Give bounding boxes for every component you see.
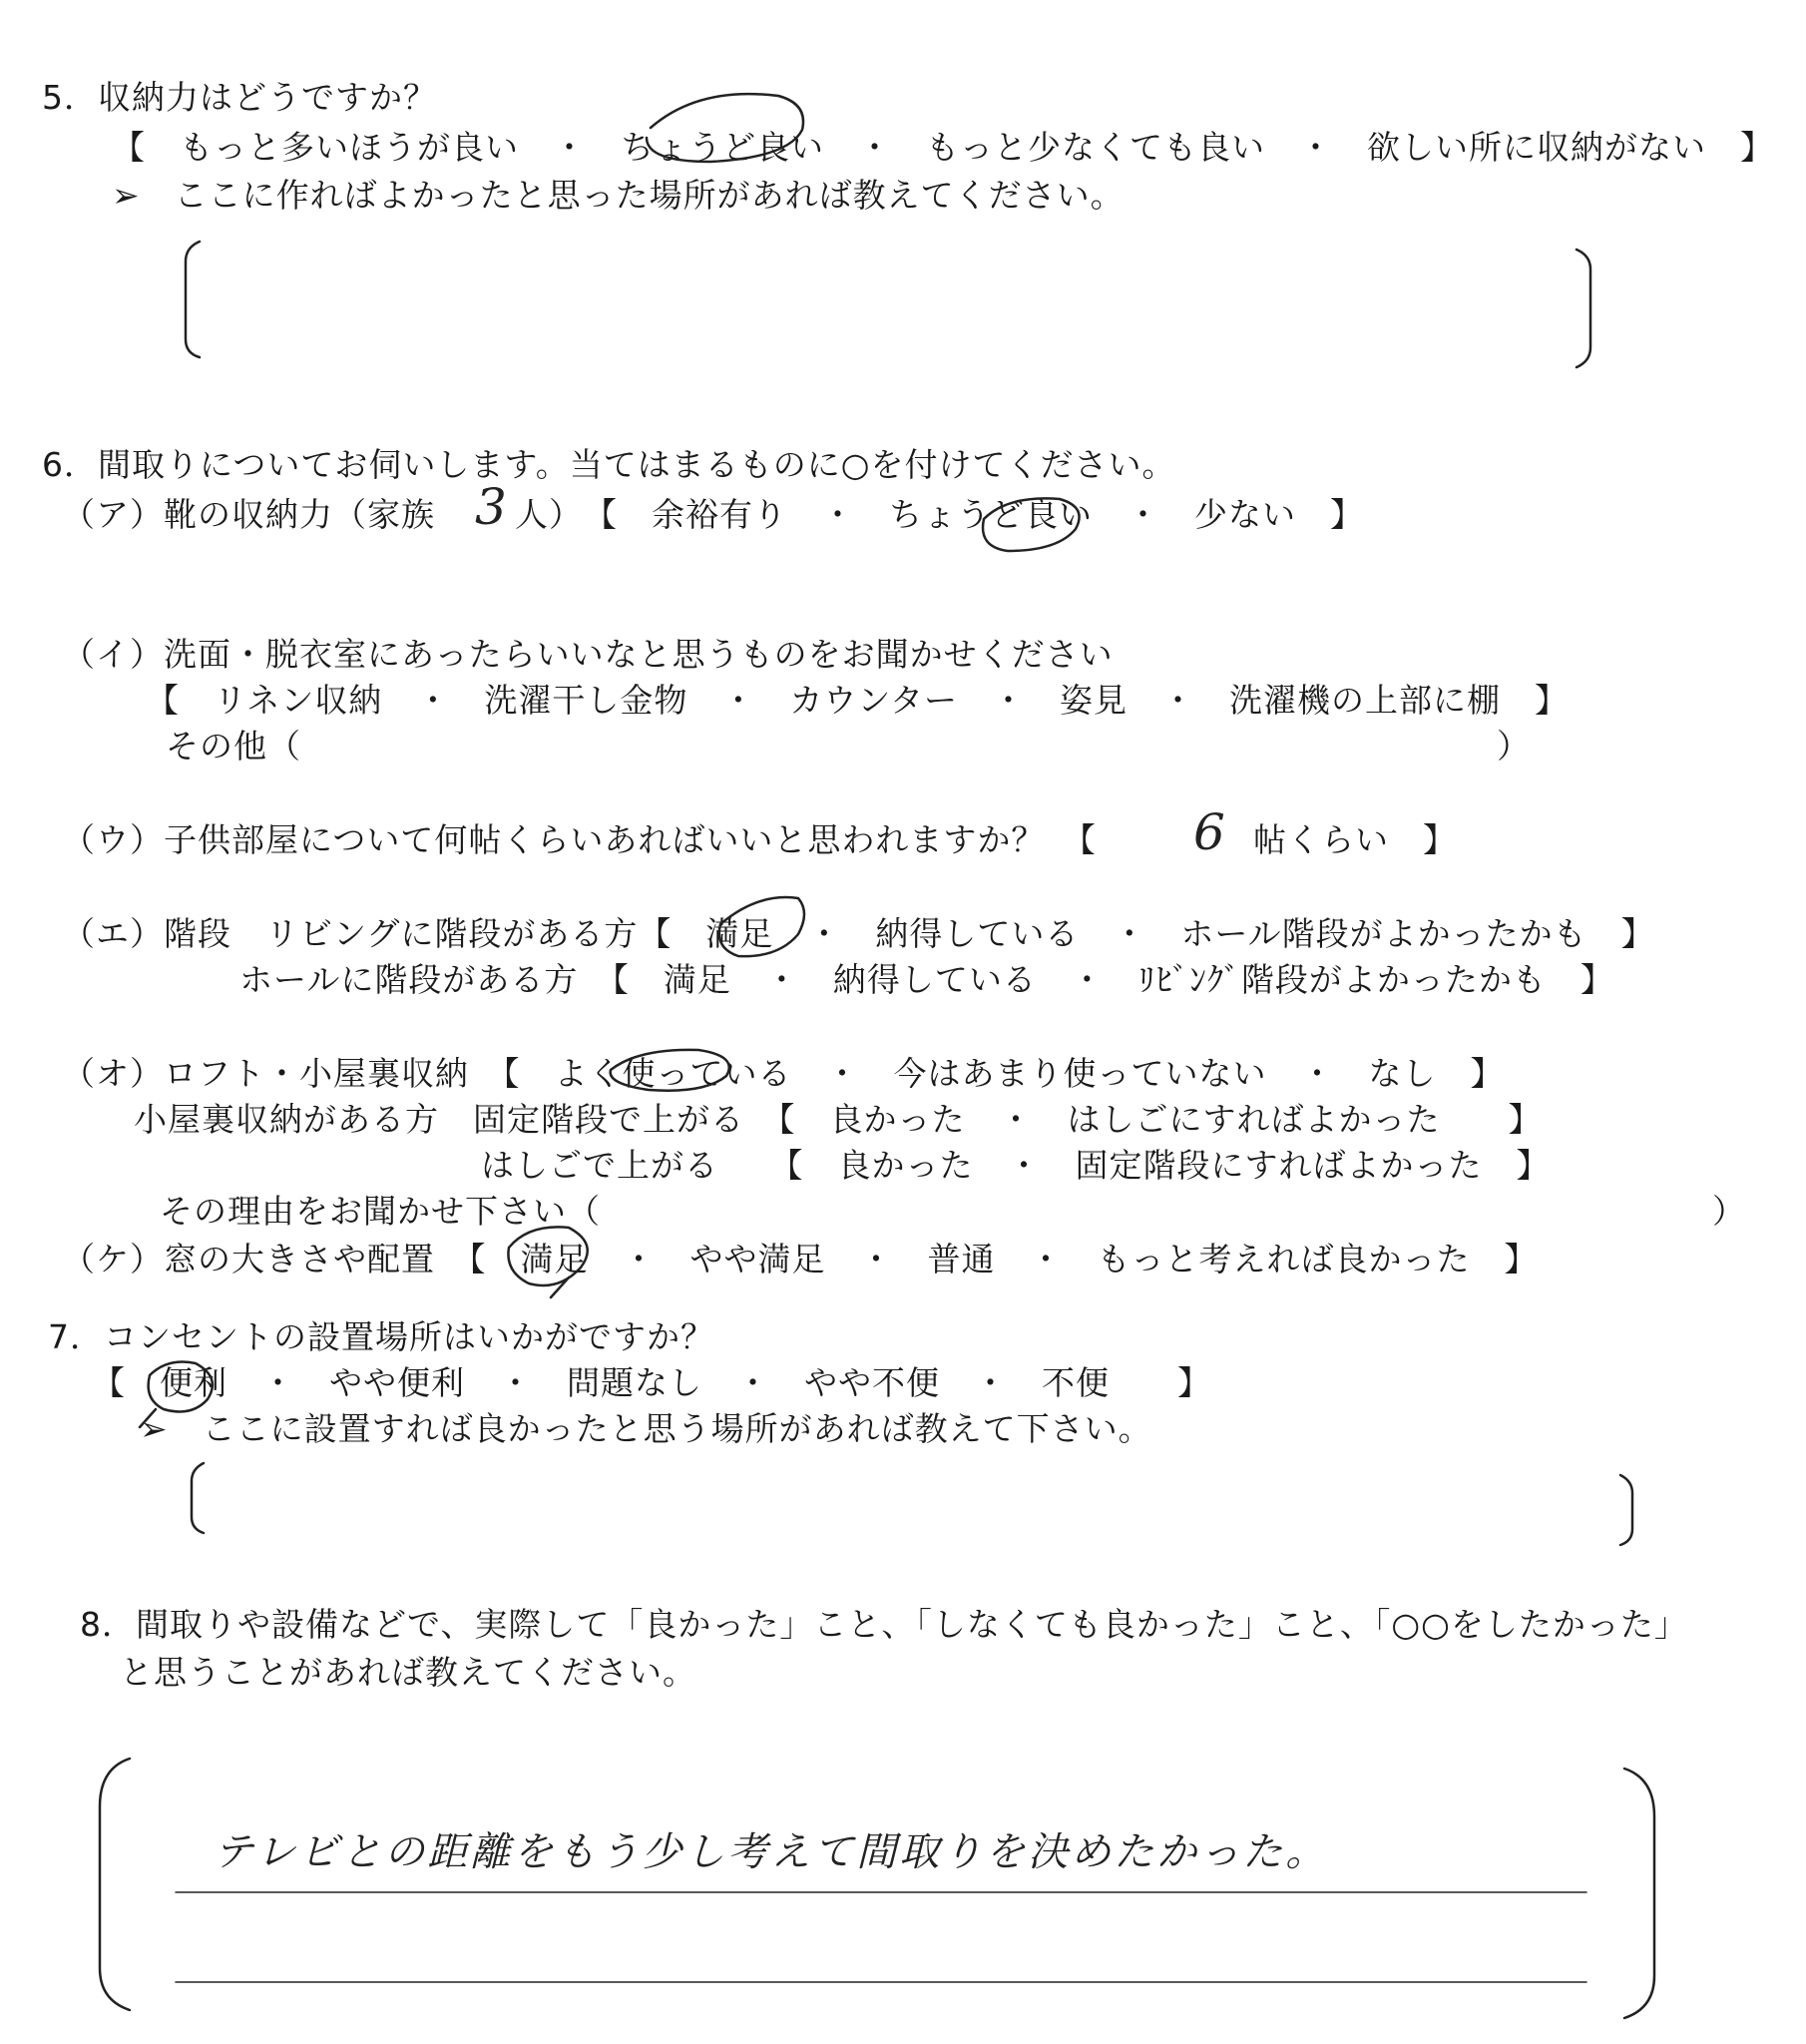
q6e-line1: （エ）階段 リビングに階段がある方【 満足 ・ 納得している ・ ホール階段がよかったかも 】: [62, 914, 1655, 953]
q5-bracket-right: [1577, 250, 1590, 367]
q6o-reason: その理由をお聞かせ下さい（: [160, 1192, 601, 1231]
q6i-label: （イ）洗面・脱衣室にあったらいいなと思うものをお聞かせください: [62, 635, 1114, 674]
q7-prompt: ➢ ここに設置すれば良かったと思う場所があれば教えて下さい。: [140, 1409, 1152, 1448]
q6i-other-close: ）: [1497, 727, 1531, 766]
q8-title-line2: と思うことがあれば教えてください。: [120, 1653, 696, 1692]
q7-bracket-right: [1620, 1475, 1632, 1545]
q6u-room-size: 6: [1193, 803, 1226, 861]
q6a-label: （ア）靴の収納力（家族: [62, 495, 435, 534]
q8-title: 8．間取りや設備などで、実際して「良かった」こと、「しなくても良かった」こと、「○○をしたかった」: [80, 1605, 1688, 1644]
q8-bracket-right: [1624, 1769, 1654, 2018]
q6-title: 6．間取りについてお伺いします。当てはまるものに○を付けてください。: [42, 445, 1176, 484]
q6a-options: 人） 【 余裕有り ・ ちょうど良い ・ 少ない 】: [515, 495, 1364, 534]
q6i-options: 【 リネン収納 ・ 洗濯干し金物 ・ カウンター ・ 姿見 ・ 洗濯機の上部に棚 】: [146, 681, 1570, 720]
q7-bracket-left: [192, 1463, 204, 1533]
q6o-line2: 小屋裏収納がある方 固定階段で上がる 【 良かった ・ はしごにすればよかった 】: [134, 1100, 1543, 1139]
q6i-other: その他（: [166, 727, 301, 766]
q6e-line2: ホールに階段がある方 【 満足 ・ 納得している ・ ﾘﾋﾞﾝｸﾞ階段がよかったかも 】: [239, 960, 1614, 999]
q5-title: 5．収納力はどうですか？: [42, 78, 437, 117]
q5-options: 【 もっと多いほうが良い ・ ちょうど良い ・ もっと少なくても良い ・ 欲しい所に収納がない 】: [112, 128, 1774, 167]
q5-bracket-left: [186, 242, 200, 357]
q8-handwritten-answer: テレビとの距離をもう少し考えて間取りを決めたかった。: [214, 1829, 1329, 1875]
q7-options: 【 便利 ・ やや便利 ・ 問題なし ・ やや不便 ・ 不便 】: [92, 1363, 1211, 1402]
q7-title: 7．コンセントの設置場所はいかがですか？: [48, 1317, 714, 1356]
q6u-label: （ウ）子供部屋について何帖くらいあればいいと思われますか？ 【: [62, 820, 1097, 859]
q8-bracket-left: [100, 1759, 130, 2010]
q5-prompt: ➢ ここに作ればよかったと思った場所があれば教えてください。: [112, 176, 1125, 215]
q6o-line1: （オ）ロフト・小屋裏収納 【 よく使っている ・ 今はあまり使っていない ・ なし 】: [62, 1054, 1505, 1093]
q6u-suffix: 帖くらい 】: [1253, 820, 1457, 859]
q6a-family-count: 3: [475, 478, 508, 536]
q6o-line3: はしごで上がる 【 良かった ・ 固定階段にすればよかった 】: [481, 1146, 1551, 1185]
q6o-reason-close: ）: [1712, 1192, 1746, 1231]
q6ke-line: （ケ）窓の大きさや配置 【 満足 ・ やや満足 ・ 普通 ・ もっと考えれば良かった 】: [62, 1240, 1539, 1278]
